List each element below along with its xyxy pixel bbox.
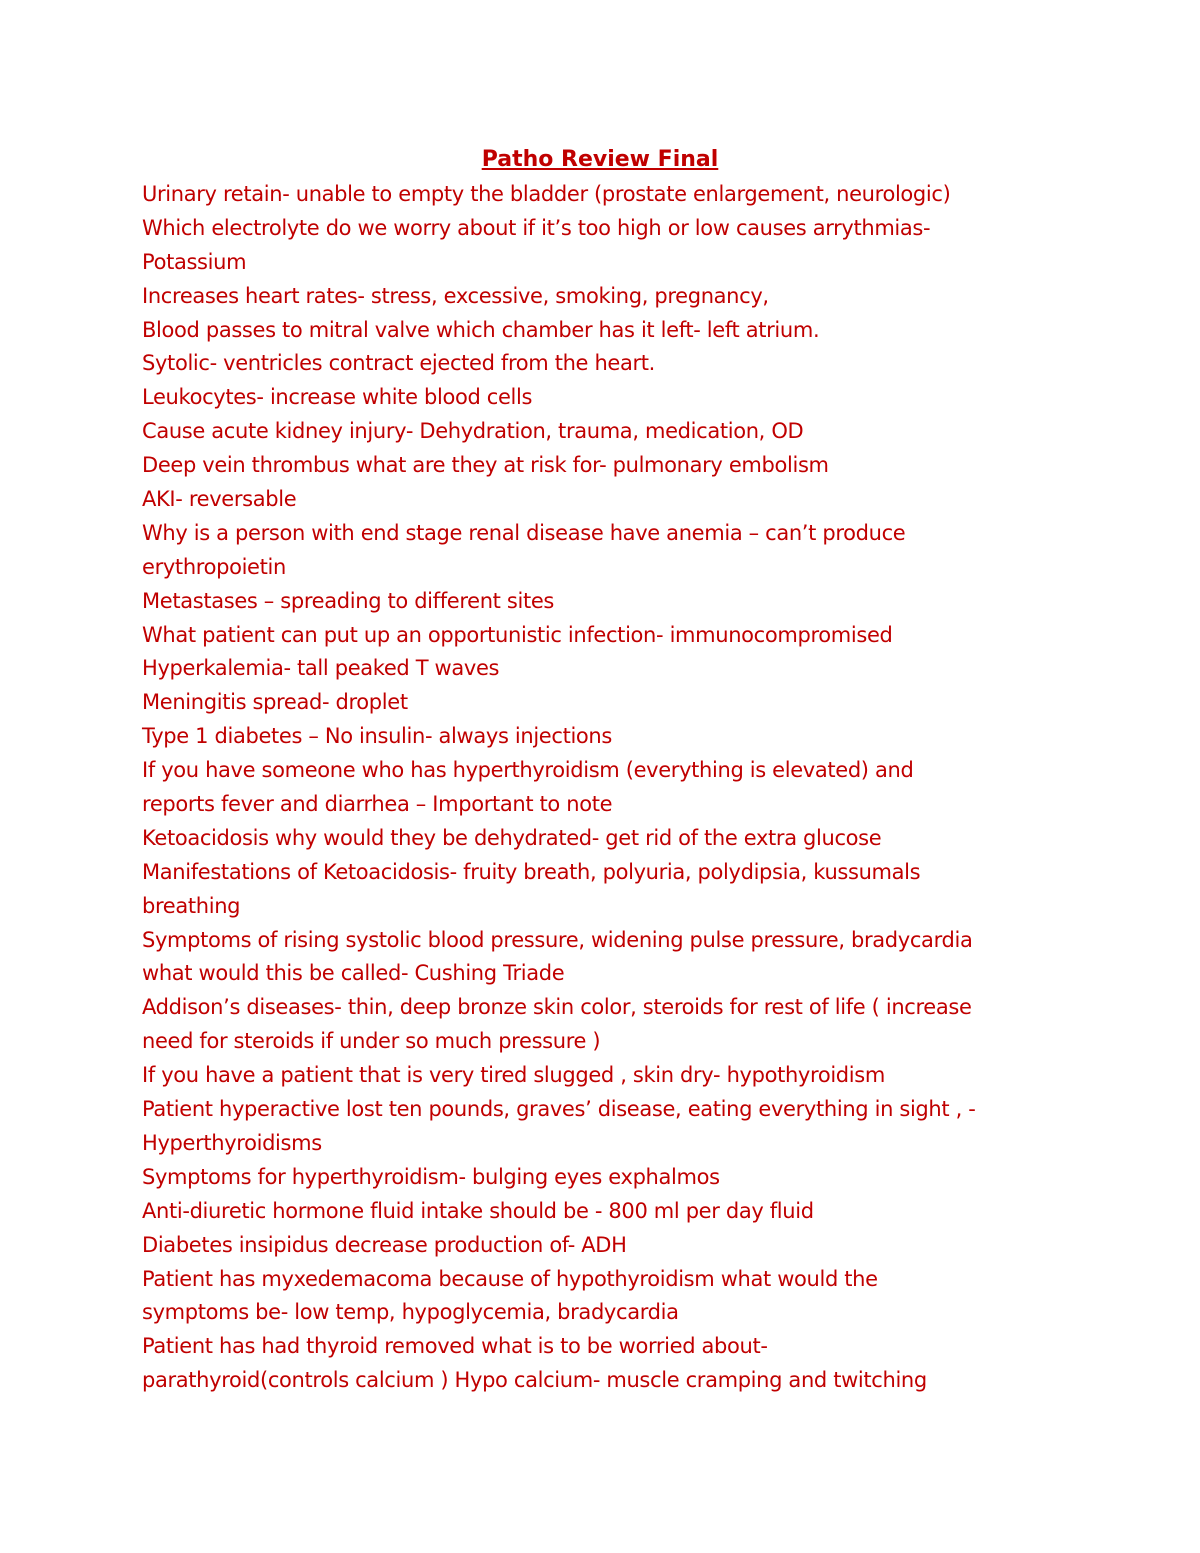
note-line: AKI- reversable [142, 487, 297, 512]
note-line: Blood passes to mitral valve which chamber has it left- left atrium. [142, 317, 820, 342]
note-line: symptoms be- low temp, hypoglycemia, bradycardia [142, 1300, 679, 1325]
note-line: Why is a person with end stage renal disease have anemia – can’t produce [142, 520, 906, 545]
note-line: Deep vein thrombus what are they at risk for- pulmonary embolism [142, 453, 829, 478]
note-line: reports fever and diarrhea – Important to note [142, 792, 613, 817]
note-line: Patient has had thyroid removed what is to be worried about- [142, 1334, 768, 1359]
note-line: Sytolic- ventricles contract ejected from the heart. [142, 351, 655, 376]
note-line: Patient hyperactive lost ten pounds, graves’ disease, eating everything in sight , - [142, 1097, 976, 1122]
note-line: What patient can put up an opportunistic infection- immunocompromised [142, 622, 893, 647]
document-body [142, 178, 1062, 1398]
note-line: Which electrolyte do we worry about if it’s too high or low causes arrythmias- [142, 215, 931, 240]
note-line: erythropoietin [142, 554, 286, 579]
note-line: Symptoms of rising systolic blood pressure, widening pulse pressure, bradycardia [142, 927, 973, 952]
note-line: Ketoacidosis why would they be dehydrated- get rid of the extra glucose [142, 825, 882, 850]
note-line: Type 1 diabetes – No insulin- always injections [142, 724, 612, 749]
note-line: Meningitis spread- droplet [142, 690, 408, 715]
note-line: Diabetes insipidus decrease production of- ADH [142, 1232, 627, 1257]
note-line: Anti-diuretic hormone fluid intake should be - 800 ml per day fluid [142, 1198, 814, 1223]
note-line: Potassium [142, 249, 247, 274]
note-line: Increases heart rates- stress, excessive, smoking, pregnancy, [142, 283, 769, 308]
note-line: If you have a patient that is very tired slugged , skin dry- hypothyroidism [142, 1063, 885, 1088]
note-line: Cause acute kidney injury- Dehydration, trauma, medication, OD [142, 419, 804, 444]
note-line: Manifestations of Ketoacidosis- fruity breath, polyuria, polydipsia, kussumals [142, 859, 921, 884]
note-line: Urinary retain- unable to empty the bladder (prostate enlargement, neurologic) [142, 182, 951, 206]
note-line: Hyperkalemia- tall peaked T waves [142, 656, 500, 681]
note-line: parathyroid(controls calcium ) Hypo calcium- muscle cramping and twitching [142, 1368, 927, 1393]
note-line: breathing [142, 893, 241, 918]
document-title: Patho Review Final [481, 147, 719, 172]
note-line: Patient has myxedemacoma because of hypothyroidism what would the [142, 1266, 878, 1291]
note-line: Symptoms for hyperthyroidism- bulging eyes exphalmos [142, 1164, 720, 1189]
note-line: what would this be called- Cushing Triade [142, 961, 565, 986]
note-line: Leukocytes- increase white blood cells [142, 385, 533, 410]
note-line: Hyperthyroidisms [142, 1130, 322, 1155]
note-line: Addison’s diseases- thin, deep bronze skin color, steroids for rest of life ( increase [142, 995, 972, 1020]
note-line: Metastases – spreading to different sites [142, 588, 555, 613]
note-line: If you have someone who has hyperthyroidism (everything is elevated) and [142, 758, 914, 783]
note-line: need for steroids if under so much pressure ) [142, 1029, 601, 1054]
